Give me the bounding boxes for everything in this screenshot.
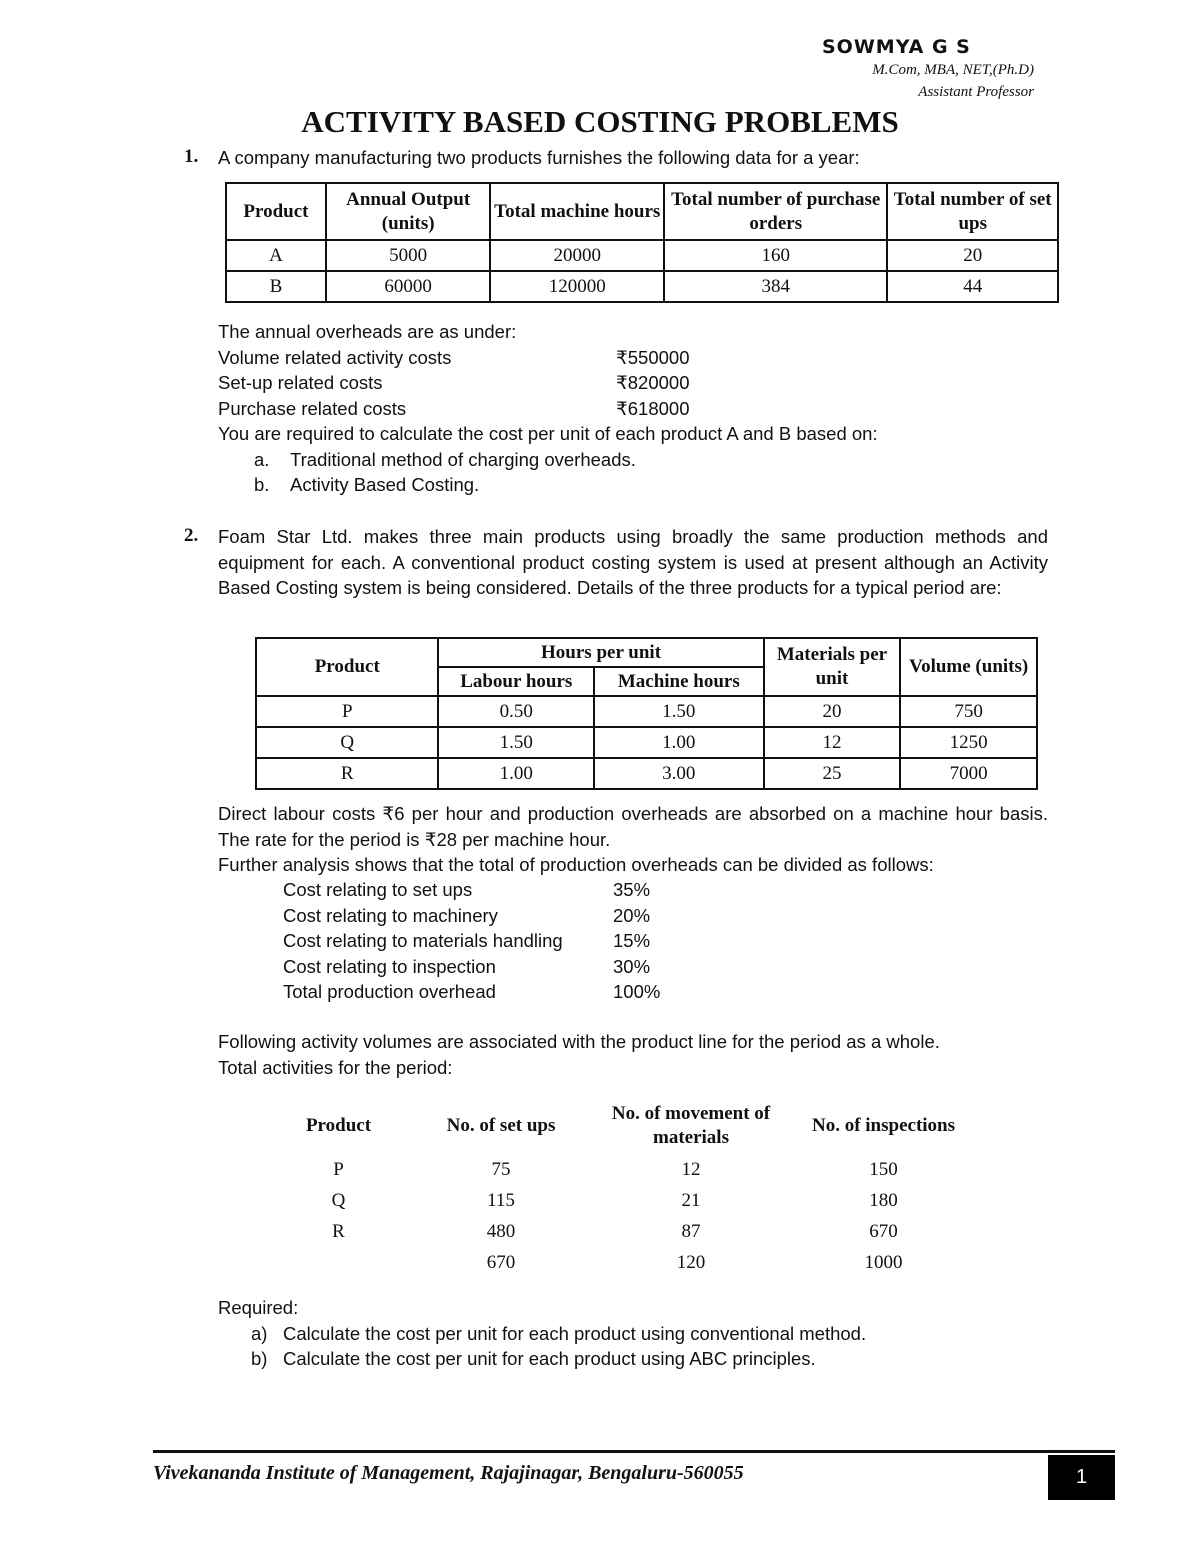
overhead-item <box>218 396 818 422</box>
table-cell: P <box>256 696 438 727</box>
q1-overheads-block <box>218 319 818 421</box>
list-marker: a. <box>254 448 270 470</box>
split-label: Cost relating to materials handling <box>283 930 563 951</box>
table-cell: 7000 <box>900 758 1037 789</box>
table-cell: A <box>226 240 326 271</box>
split-item <box>283 954 783 980</box>
question-number-1: 1. <box>184 146 199 167</box>
page-title: ACTIVITY BASED COSTING PROBLEMS <box>301 104 899 139</box>
split-item <box>283 903 783 929</box>
table-cell: 120000 <box>490 271 664 302</box>
table-cell <box>271 1247 406 1278</box>
split-item <box>283 928 783 954</box>
table-header-cell: Materials per unit <box>764 638 901 696</box>
table-cell: 20 <box>764 696 901 727</box>
table-cell: Q <box>331 1189 346 1211</box>
q2-required-block <box>218 1295 1058 1372</box>
table-cell: 5000 <box>326 240 491 271</box>
question-number-2: 2. <box>184 525 199 546</box>
table-cell: R <box>332 1220 345 1242</box>
table-cell: 44 <box>887 271 1058 302</box>
table-row <box>256 727 1037 758</box>
table-cell: 180 <box>869 1189 898 1211</box>
split-value: 20% <box>613 904 651 926</box>
table-cell: 3.00 <box>594 758 764 789</box>
table-cell: 1.50 <box>438 727 594 758</box>
table-header-cell: Product <box>256 638 438 696</box>
q1-intro: A company manufacturing two products furnishes the following data for a year: <box>218 147 860 168</box>
split-value: 30% <box>613 955 651 977</box>
split-item <box>283 979 783 1005</box>
table-cell: 1250 <box>900 727 1037 758</box>
table-cell: 12 <box>764 727 901 758</box>
table-cell: 115 <box>487 1189 515 1211</box>
table-row <box>226 271 1058 302</box>
q2-analysis-text: Further analysis shows that the total of production overheads can be divided as follows: <box>218 854 934 875</box>
q1-required: You are required to calculate the cost per unit of each product A and B based on: <box>218 423 878 444</box>
footer-institute: Vivekananda Institute of Management, Rajajinagar, Bengaluru-560055 <box>153 1462 744 1484</box>
table-cell: 0.50 <box>438 696 594 727</box>
table-header-cell: Machine hours <box>594 667 764 696</box>
list-item <box>218 447 1058 473</box>
author-name: SOWMYA G S <box>822 36 971 58</box>
table-cell: 1.00 <box>438 758 594 789</box>
table-header-row <box>256 638 1037 667</box>
table-cell: 150 <box>869 1158 898 1180</box>
table-header-cell: Product <box>226 183 326 240</box>
overhead-label: Volume related activity costs <box>218 346 452 368</box>
q2-activity-text <box>218 1029 1058 1080</box>
table-cell: 20000 <box>490 240 664 271</box>
page-number: 1 <box>1048 1455 1115 1500</box>
list-text: Activity Based Costing. <box>290 474 480 495</box>
split-label: Cost relating to set ups <box>283 879 473 900</box>
table-header-cell: Labour hours <box>438 667 594 696</box>
overhead-item <box>218 370 818 396</box>
list-item <box>218 1346 1058 1372</box>
list-text: Calculate the cost per unit for each product using conventional method. <box>283 1322 867 1344</box>
split-label: Total production overhead <box>283 981 496 1002</box>
split-label: Cost relating to machinery <box>283 904 498 926</box>
author-designation: Assistant Professor <box>918 84 1034 100</box>
author-qualifications: M.Com, MBA, NET,(Ph.D) <box>872 62 1034 78</box>
table-cell: 1.00 <box>594 727 764 758</box>
footer-divider <box>153 1450 1115 1453</box>
list-text: Calculate the cost per unit for each product using ABC principles. <box>283 1348 816 1369</box>
table-header-cell: No. of set ups <box>446 1115 556 1136</box>
table-cell: B <box>226 271 326 302</box>
table-cell: R <box>256 758 438 789</box>
activity-text-1: Following activity volumes are associated with the product line for the period as a whole. <box>218 1031 940 1052</box>
list-text: Traditional method of charging overheads. <box>290 448 636 470</box>
table-header-cell: Total number of set ups <box>887 183 1058 240</box>
q2-overhead-splits <box>283 877 783 1005</box>
overhead-label: Set-up related costs <box>218 372 383 393</box>
table-cell: Q <box>256 727 438 758</box>
table-header-cell: Volume (units) <box>900 638 1037 696</box>
overhead-label: Purchase related costs <box>218 397 407 419</box>
overhead-value: ₹618000 <box>616 397 690 419</box>
table-row <box>271 1154 981 1185</box>
table-header-cell: Hours per unit <box>438 638 763 667</box>
table-cell: 670 <box>869 1220 898 1242</box>
table-cell: 25 <box>764 758 901 789</box>
list-marker: b) <box>251 1348 268 1369</box>
table-row <box>256 696 1037 727</box>
table-header-row <box>271 1098 981 1154</box>
q2-labour-text: Direct labour costs ₹6 per hour and production overheads are absorbed on a machine hour basis. The rate for the period is ₹28 per machine hour. <box>218 803 1048 850</box>
list-marker: a) <box>251 1322 268 1344</box>
table-header-cell: Total number of purchase orders <box>664 183 887 240</box>
table-cell: 670 <box>486 1251 516 1273</box>
overheads-intro: The annual overheads are as under: <box>218 321 517 342</box>
overhead-item <box>218 345 818 371</box>
q1-data-table <box>225 182 1059 303</box>
table-cell: 20 <box>887 240 1058 271</box>
table-row <box>226 240 1058 271</box>
table-header-cell: Total machine hours <box>490 183 664 240</box>
table-total-row <box>271 1247 981 1278</box>
split-value: 35% <box>613 879 651 900</box>
table-row <box>271 1216 981 1247</box>
table-header-cell: Product <box>305 1115 372 1136</box>
table-cell: P <box>333 1158 344 1180</box>
q1-required-block <box>218 421 1058 498</box>
split-label: Cost relating to inspection <box>283 955 496 977</box>
list-marker: b. <box>254 474 270 495</box>
table-row <box>256 758 1037 789</box>
table-cell: 160 <box>664 240 887 271</box>
table-header-cell: Annual Output (units) <box>326 183 491 240</box>
table-cell: 1000 <box>864 1251 903 1273</box>
q2-required-label: Required: <box>218 1297 299 1318</box>
activity-text-2: Total activities for the period: <box>218 1056 453 1078</box>
table-row <box>271 1185 981 1216</box>
split-value: 100% <box>613 981 661 1002</box>
table-header-cell: No. of inspections <box>811 1115 956 1136</box>
table-cell: 1.50 <box>594 696 764 727</box>
table-header-row <box>226 183 1058 240</box>
split-item <box>283 877 783 903</box>
table-header-cell: No. of movement of materials <box>611 1103 771 1148</box>
list-item <box>218 472 1058 498</box>
table-cell: 87 <box>681 1220 701 1242</box>
split-value: 15% <box>613 930 651 951</box>
table-cell: 120 <box>676 1251 706 1273</box>
table-cell: 12 <box>681 1158 701 1180</box>
q2-intro: Foam Star Ltd. makes three main products using broadly the same production methods and equipment for each. A conventional product costing system is used at present although an Activity Based Costing system is being considered. Details of the three products for a typical period are: <box>218 526 1048 598</box>
table-cell: 480 <box>486 1220 516 1242</box>
q2-activity-table <box>271 1098 981 1278</box>
table-cell: 21 <box>681 1189 701 1211</box>
table-cell: 75 <box>491 1158 511 1180</box>
overhead-value: ₹550000 <box>616 346 690 368</box>
list-item <box>218 1321 1058 1347</box>
q2-product-table <box>255 637 1038 790</box>
table-cell: 750 <box>900 696 1037 727</box>
table-cell: 60000 <box>326 271 491 302</box>
table-cell: 384 <box>664 271 887 302</box>
overhead-value: ₹820000 <box>616 372 690 393</box>
